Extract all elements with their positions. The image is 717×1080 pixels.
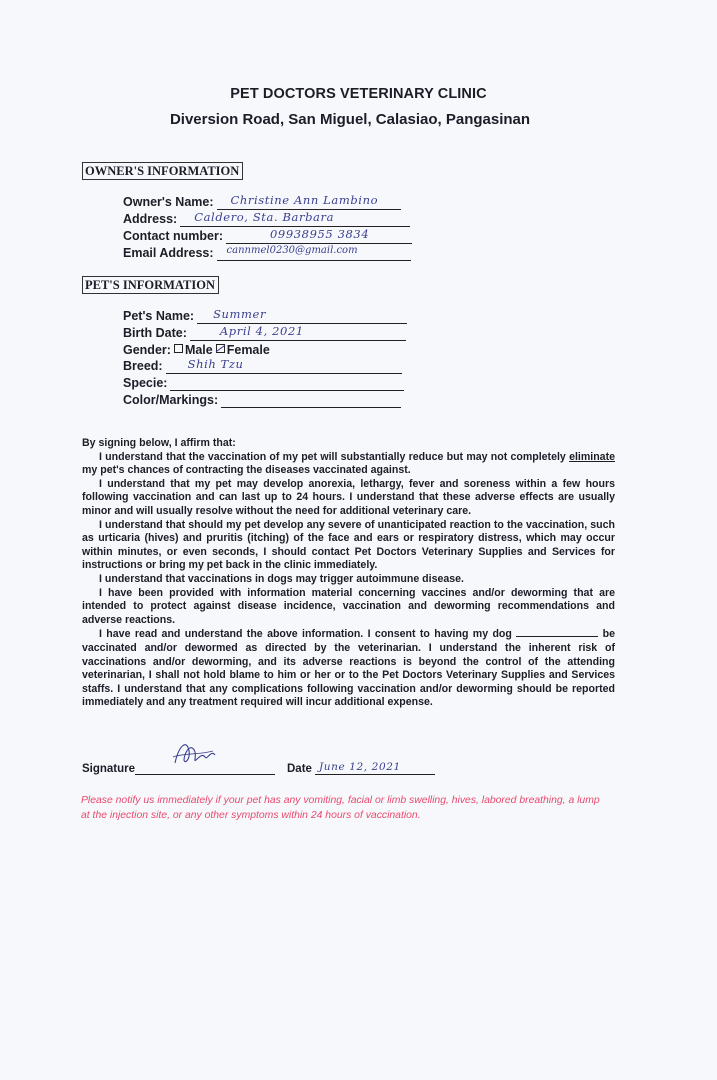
pet-name-label: Pet's Name: bbox=[123, 309, 195, 323]
date-row bbox=[287, 759, 435, 775]
date-field[interactable] bbox=[315, 759, 435, 775]
owner-address-row bbox=[123, 211, 410, 227]
birth-date-row bbox=[123, 325, 406, 341]
specie-row bbox=[123, 375, 404, 391]
owner-email-row bbox=[123, 245, 411, 261]
color-row bbox=[123, 392, 401, 408]
signature-field[interactable] bbox=[135, 759, 275, 775]
owner-section-title: OWNER'S INFORMATION bbox=[82, 162, 243, 180]
breed-value: Shih Tzu bbox=[187, 357, 244, 371]
clinic-address: Diversion Road, San Miguel, Calasiao, Pangasinan bbox=[169, 111, 531, 128]
consent-text bbox=[82, 437, 615, 710]
owner-email-value: cannmel0230@gmail.com bbox=[226, 245, 358, 256]
owner-contact-field[interactable] bbox=[226, 228, 412, 244]
color-field[interactable] bbox=[221, 392, 401, 408]
owner-address-label: Address: bbox=[123, 212, 178, 226]
birth-date-field[interactable] bbox=[190, 325, 406, 341]
male-checkbox[interactable] bbox=[174, 344, 183, 353]
male-option-label: Male bbox=[184, 343, 213, 357]
consent-paragraph-5: I have been provided with information material concerning vaccines and/or deworming that are intended to protect against disease incidence, vaccination and deworming recommendations and adverse reactions. bbox=[82, 586, 615, 626]
owner-address-field[interactable] bbox=[180, 211, 410, 227]
color-label: Color/Markings: bbox=[123, 393, 219, 407]
consent-paragraph-1: I understand that the vaccination of my pet will substantially reduce but may not completely eliminate my pet's chances of contracting the diseases vaccinated against. bbox=[82, 450, 615, 477]
consent-intro: By signing below, I affirm that: bbox=[82, 437, 236, 449]
owner-name-label: Owner's Name: bbox=[123, 195, 214, 209]
dog-name-blank[interactable] bbox=[516, 627, 598, 637]
consent-paragraph-2: I understand that my pet may develop anorexia, lethargy, fever and soreness within a few hours following vaccination and can last up to 24 hours. I understand that these adverse effects are usually minor and will usually resolve without the need for additional veterinary care. bbox=[82, 477, 615, 517]
pet-section-title: PET'S INFORMATION bbox=[82, 276, 219, 294]
specie-field[interactable] bbox=[170, 375, 404, 391]
clinic-name: PET DOCTORS VETERINARY CLINIC bbox=[230, 86, 487, 102]
birth-date-value: April 4, 2021 bbox=[219, 324, 304, 338]
owner-email-field[interactable] bbox=[217, 245, 411, 261]
consent-paragraph-4: I understand that vaccinations in dogs may trigger autoimmune disease. bbox=[99, 572, 464, 585]
breed-row bbox=[123, 358, 402, 374]
pet-name-row bbox=[123, 308, 407, 324]
owner-name-field[interactable] bbox=[217, 194, 401, 210]
breed-field[interactable] bbox=[166, 358, 402, 374]
signature-label: Signature bbox=[82, 763, 136, 775]
owner-email-label: Email Address: bbox=[123, 246, 214, 260]
female-option-label: Female bbox=[226, 343, 270, 357]
breed-label: Breed: bbox=[123, 359, 163, 373]
notice-text: Please notify us immediately if your pet has any vomiting, facial or limb swelling, hives, labored breathing, a lump at the injection site, or any other symptoms within 24 hours of vaccination. bbox=[81, 795, 600, 821]
owner-name-value: Christine Ann Lambino bbox=[230, 193, 379, 207]
signature-scribble bbox=[169, 737, 219, 771]
date-value: June 12, 2021 bbox=[318, 761, 401, 773]
consent-paragraph-6: I have read and understand the above information. I consent to having my dog be vaccinated and/or dewormed as directed by the veterinarian. I understand the inherent risk of vaccinations and/or deworming, and its adverse reactions is beyond the control of the attending veterinarian, I shall not hold blame to him or her or to the Pet Doctors Veterinary Supplies and Services staffs. I understand that any complications following vaccination and/or deworming should be reported immediately and any treatment required will incur additional expense. bbox=[82, 628, 615, 709]
date-label: Date bbox=[287, 763, 312, 775]
specie-label: Specie: bbox=[123, 376, 168, 390]
birth-date-label: Birth Date: bbox=[123, 326, 187, 340]
owner-contact-row bbox=[123, 228, 412, 244]
signature-row bbox=[82, 759, 275, 775]
consent-paragraph-3: I understand that should my pet develop any severe of unanticipated reaction to the vaccination, such as urticaria (hives) and pruritis (itching) of the face and ears or respiratory distress, which may occur within minutes, or even seconds, I should contact Pet Doctors Veterinary Supplies and Services for instructions or bring my pet back in the clinic immediately. bbox=[82, 518, 615, 572]
pet-name-field[interactable] bbox=[197, 308, 407, 324]
gender-label: Gender: bbox=[123, 343, 171, 357]
owner-name-row bbox=[123, 194, 401, 210]
owner-contact-label: Contact number: bbox=[123, 229, 223, 243]
owner-contact-value: 09938955 3834 bbox=[270, 227, 370, 241]
female-checkbox[interactable] bbox=[216, 344, 225, 353]
underlined-word: eliminate bbox=[569, 450, 615, 463]
owner-address-value: Caldero, Sta. Barbara bbox=[194, 210, 335, 224]
gender-row bbox=[123, 343, 270, 357]
pet-name-value: Summer bbox=[213, 307, 267, 321]
